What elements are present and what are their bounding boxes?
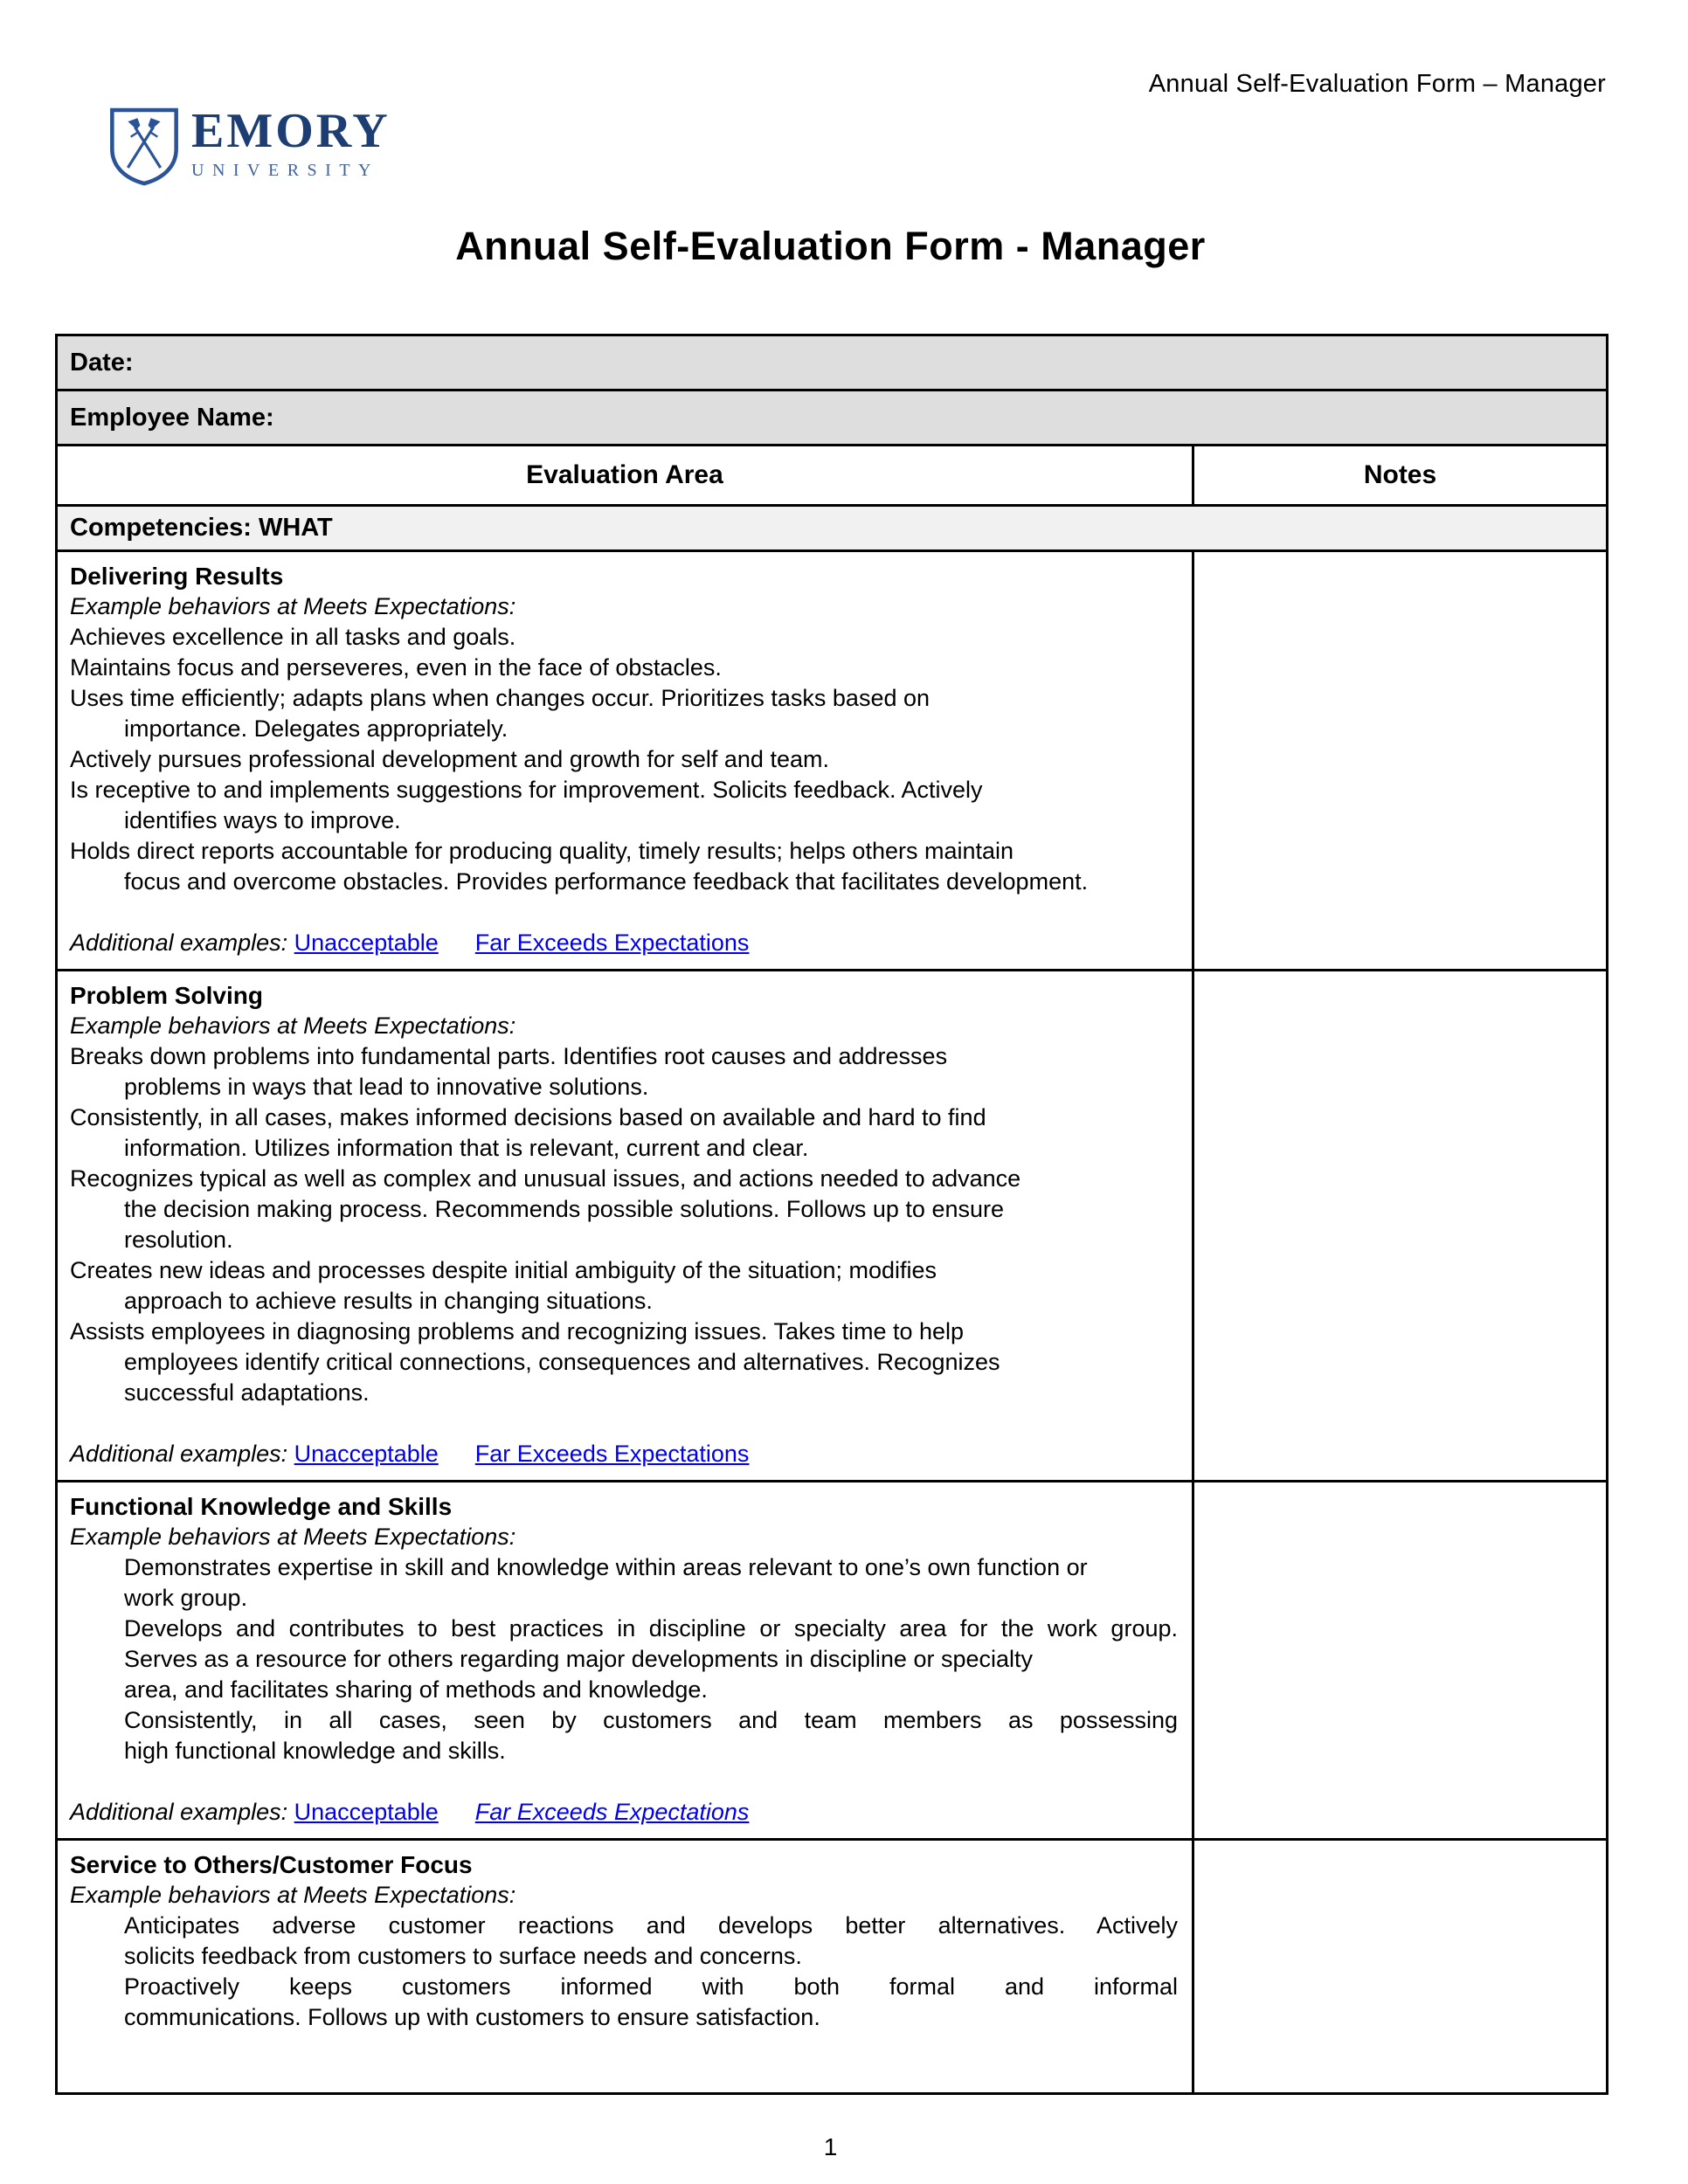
sections-container [57,551,1608,2094]
behavior-line: Achieves excellence in all tasks and goals. [70,624,516,650]
behavior-line: Actively pursues professional development and growth for self and team. [70,746,829,772]
additional-examples-label: Additional examples: [70,1441,294,1467]
logo-secondary-text: UNIVERSITY [191,161,379,180]
date-label: Date: [70,348,134,377]
page-title: Annual Self-Evaluation Form - Manager [455,224,1206,268]
behavior-line: Consistently, in all cases, makes informed decisions based on available and hard to find [70,1104,986,1130]
evaluation-area-header: Evaluation Area [57,446,1193,506]
behavior-line: Breaks down problems into fundamental parts. Identifies root causes and addresses [70,1043,948,1069]
evaluation-area-cell [57,551,1193,971]
behavior-line: work group. [124,1585,248,1611]
employee-name-label: Employee Name: [70,403,274,432]
unacceptable-link[interactable]: Unacceptable [294,930,439,956]
behavior-line: problems in ways that lead to innovative solutions. [124,1074,649,1100]
additional-examples-line [70,1439,1178,1469]
behavior-line: Consistently, in all cases, seen by customers and team members as possessing [124,1707,1178,1733]
example-behaviors-label: Example behaviors at Meets Expectations: [70,1882,516,1908]
evaluation-form-table [55,334,1608,2095]
behavior-line: employees identify critical connections, consequences and alternatives. Recognizes [124,1349,1000,1375]
behavior-line: the decision making process. Recommends possible solutions. Follows up to ensure [124,1196,1005,1222]
notes-cell[interactable] [1193,1482,1608,1840]
behavior-line: high functional knowledge and skills. [124,1738,506,1764]
notes-cell[interactable] [1193,971,1608,1482]
additional-examples-line [70,1797,1178,1828]
page-number: 1 [823,2133,838,2160]
behavior-line: Creates new ideas and processes despite initial ambiguity of the situation; modifies [70,1257,937,1283]
behavior-line: Uses time efficiently; adapts plans when changes occur. Prioritizes tasks based on [70,685,930,711]
additional-examples-line [70,928,1178,958]
additional-examples-label: Additional examples: [70,1799,294,1825]
page-content [55,0,1606,2161]
evaluation-area-cell [57,971,1193,1482]
behavior-line: Anticipates adverse customer reactions and develops better alternatives. Actively [124,1912,1178,1939]
notes-cell[interactable] [1193,1840,1608,2094]
running-header: Annual Self-Evaluation Form – Manager [1148,70,1606,98]
section-row [57,1840,1608,2094]
column-header-row [57,446,1608,506]
employee-name-row [57,390,1608,446]
unacceptable-link[interactable]: Unacceptable [294,1799,439,1825]
example-behaviors-label: Example behaviors at Meets Expectations: [70,1013,516,1039]
far-exceeds-expectations-link[interactable]: Far Exceeds Expectations [474,930,750,956]
behavior-line: area, and facilitates sharing of methods and knowledge. [124,1676,708,1703]
section-title: Functional Knowledge and Skills [70,1493,453,1520]
section-row [57,971,1608,1482]
category-header-row [57,506,1608,551]
category-header: Competencies: WHAT [57,506,1608,551]
logo-text [191,104,391,182]
notes-header: Notes [1193,446,1608,506]
page-header [55,0,1606,203]
example-behaviors-label: Example behaviors at Meets Expectations: [70,1524,516,1550]
behavior-line: Holds direct reports accountable for producing quality, timely results; helps others maintain [70,838,1014,864]
behavior-line: solicits feedback from customers to surface needs and concerns. [124,1943,802,1969]
behavior-line: information. Utilizes information that is relevant, current and clear. [124,1135,809,1161]
section-row [57,1482,1608,1840]
unacceptable-link[interactable]: Unacceptable [294,1441,439,1467]
employee-name-field[interactable] [57,390,1608,446]
section-title: Delivering Results [70,563,284,590]
additional-examples-label: Additional examples: [70,930,294,956]
behavior-line: importance. Delegates appropriately. [124,715,508,742]
behavior-line: identifies ways to improve. [124,807,401,833]
emory-shield-icon [109,107,179,187]
far-exceeds-expectations-link[interactable]: Far Exceeds Expectations [474,1441,750,1467]
behavior-line: Serves as a resource for others regarding major developments in discipline or specialty [124,1646,1034,1672]
evaluation-area-cell [57,1482,1193,1840]
emory-logo [109,104,391,187]
evaluation-area-cell [57,1840,1193,2094]
behavior-line: successful adaptations. [124,1379,370,1406]
far-exceeds-expectations-link[interactable]: Far Exceeds Expectations [474,1799,750,1825]
example-behaviors-label: Example behaviors at Meets Expectations: [70,593,516,619]
logo-primary-text: EMORY [191,104,391,158]
date-row [57,335,1608,390]
behavior-line: Assists employees in diagnosing problems and recognizing issues. Takes time to help [70,1318,965,1344]
behavior-line: Proactively keeps customers informed with both formal and informal [124,1973,1178,2000]
behavior-line: Demonstrates expertise in skill and knowledge within areas relevant to one’s own function or [124,1554,1088,1580]
section-row [57,551,1608,971]
behavior-line: focus and overcome obstacles. Provides performance feedback that facilitates development. [124,868,1089,895]
section-title: Service to Others/Customer Focus [70,1851,473,1878]
behavior-line: Recognizes typical as well as complex and unusual issues, and actions needed to advance [70,1165,1021,1192]
behavior-line: approach to achieve results in changing situations. [124,1288,653,1314]
section-title: Problem Solving [70,982,263,1009]
behavior-line: Is receptive to and implements suggestions for improvement. Solicits feedback. Actively [70,777,983,803]
date-field[interactable] [57,335,1608,390]
behavior-line: Maintains focus and perseveres, even in the face of obstacles. [70,654,722,681]
behavior-line: Develops and contributes to best practices in discipline or specialty area for the work group. [124,1615,1178,1641]
behavior-line: communications. Follows up with customers to ensure satisfaction. [124,2004,820,2030]
behavior-line: resolution. [124,1227,233,1253]
notes-cell[interactable] [1193,551,1608,971]
